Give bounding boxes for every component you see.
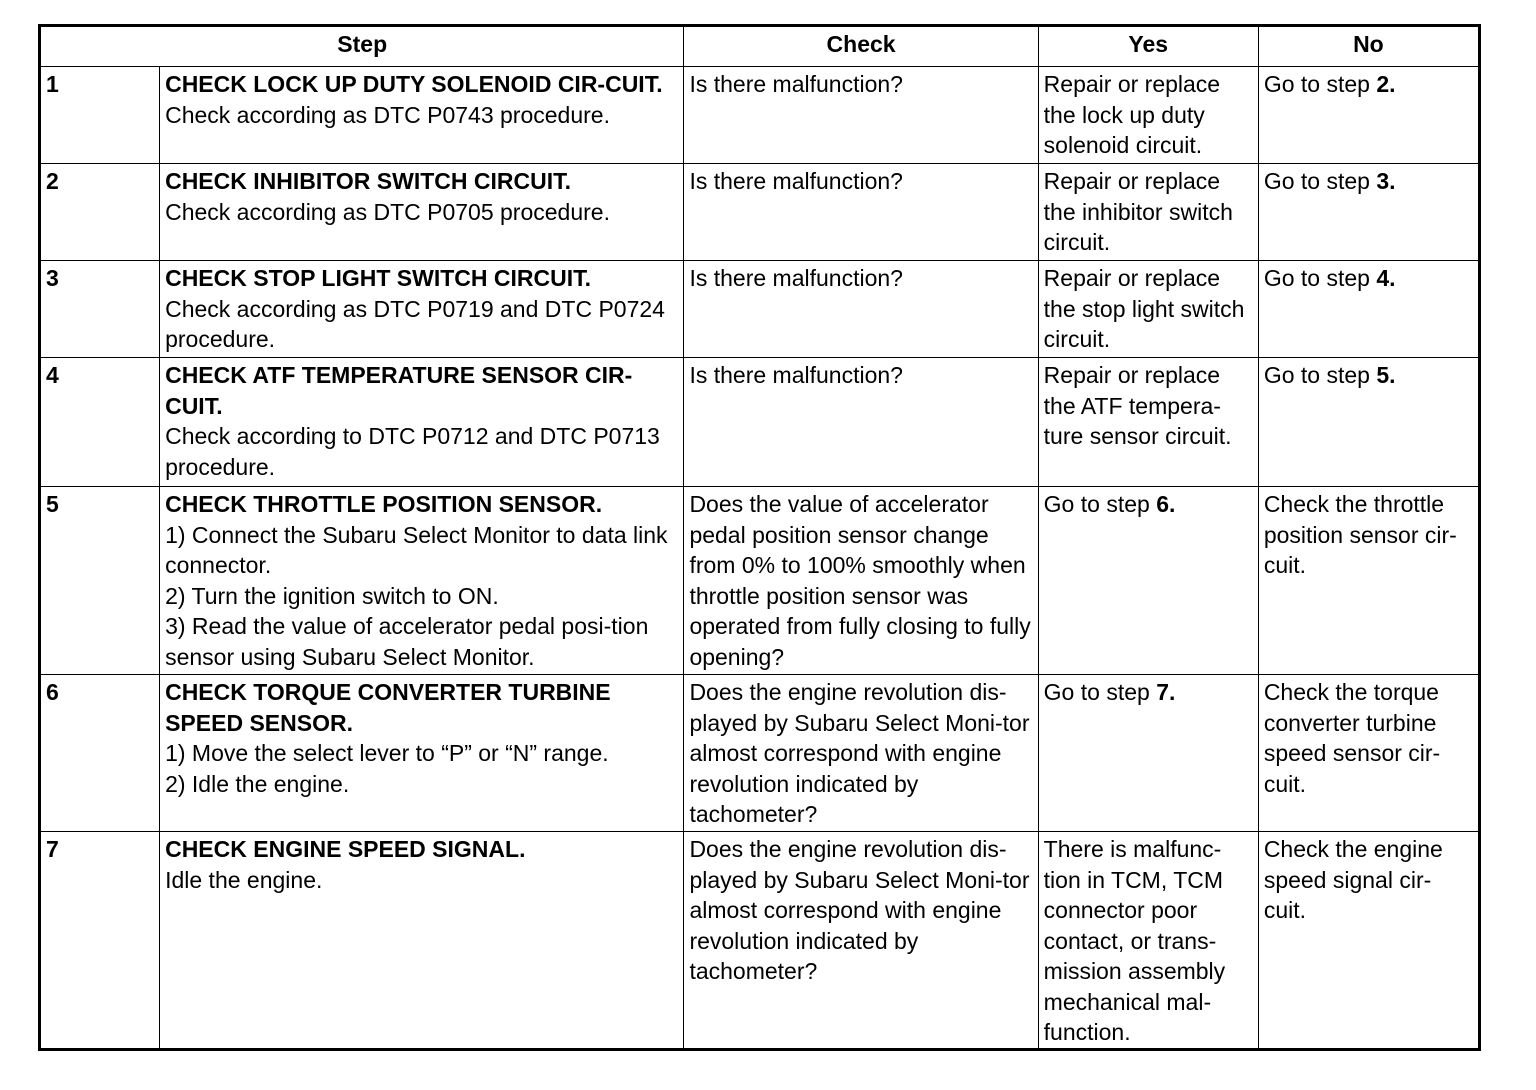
table-row — [40, 675, 1480, 832]
no-cell — [1258, 261, 1479, 358]
step-instruction: Check according as DTC P0705 procedure. — [165, 198, 610, 225]
step-substep: 1) Connect the Subaru Select Monitor to data link connector. — [165, 521, 668, 578]
no-step-ref: 3. — [1376, 168, 1396, 194]
no-text: Go to step — [1263, 71, 1370, 97]
no-step-ref: 4. — [1376, 265, 1396, 291]
step-instruction: Check according as DTC P0743 procedure. — [165, 101, 610, 128]
yes-cell: There is malfunc-tion in TCM, TCM connector poor contact, or trans-mission assembly mechanical mal-function. — [1038, 832, 1258, 1050]
yes-step-ref: 7. — [1156, 679, 1176, 705]
check-cell: Is there malfunction? — [684, 358, 1038, 487]
step-substep: 3) Read the value of accelerator pedal posi-tion sensor using Subaru Select Monitor. — [165, 613, 649, 670]
yes-cell — [1038, 675, 1258, 832]
yes-cell: Repair or replace the lock up duty solenoid circuit. — [1038, 67, 1258, 164]
yes-text: Go to step — [1043, 491, 1150, 517]
header-step: Step — [40, 26, 684, 67]
step-title: CHECK THROTTLE POSITION SENSOR. — [165, 491, 603, 517]
yes-cell: Repair or replace the ATF tempera-ture sensor circuit. — [1038, 358, 1258, 487]
no-cell — [1258, 164, 1479, 261]
step-title: CHECK INHIBITOR SWITCH CIRCUIT. — [165, 168, 571, 194]
step-cell — [160, 675, 684, 832]
table-row — [40, 487, 1480, 675]
step-title: CHECK ENGINE SPEED SIGNAL. — [165, 836, 526, 862]
table-row — [40, 164, 1480, 261]
step-number: 2 — [40, 164, 160, 261]
no-step-ref: 5. — [1376, 362, 1396, 388]
step-cell — [160, 487, 684, 675]
diagnostic-table — [38, 24, 1481, 1051]
table-row — [40, 358, 1480, 487]
step-title: CHECK LOCK UP DUTY SOLENOID CIR-CUIT. — [165, 71, 663, 97]
step-title: CHECK STOP LIGHT SWITCH CIRCUIT. — [165, 265, 592, 291]
no-cell: Check the engine speed signal cir-cuit. — [1258, 832, 1479, 1050]
header-check: Check — [684, 26, 1038, 67]
step-instruction: Idle the engine. — [165, 866, 323, 893]
step-cell — [160, 164, 684, 261]
yes-cell: Repair or replace the stop light switch circuit. — [1038, 261, 1258, 358]
step-number: 5 — [40, 487, 160, 675]
table-row — [40, 67, 1480, 164]
step-substep: 2) Idle the engine. — [165, 770, 350, 797]
step-number: 1 — [40, 67, 160, 164]
no-cell: Check the throttle position sensor cir-cuit. — [1258, 487, 1479, 675]
check-cell: Is there malfunction? — [684, 67, 1038, 164]
step-title: CHECK ATF TEMPERATURE SENSOR CIR-CUIT. — [165, 362, 633, 419]
no-step-ref: 2. — [1376, 71, 1396, 97]
step-cell — [160, 67, 684, 164]
step-number: 4 — [40, 358, 160, 487]
no-cell — [1258, 67, 1479, 164]
header-row — [40, 26, 1480, 67]
check-cell: Does the value of accelerator pedal position sensor change from 0% to 100% smoothly when throttle position sensor was operated from fully closing to fully opening? — [684, 487, 1038, 675]
step-substep: 2) Turn the ignition switch to ON. — [165, 582, 499, 609]
no-cell: Check the torque converter turbine speed sensor cir-cuit. — [1258, 675, 1479, 832]
step-cell — [160, 261, 684, 358]
no-text: Go to step — [1263, 362, 1370, 388]
table-row — [40, 832, 1480, 1050]
step-instruction: Check according to DTC P0712 and DTC P0713 procedure. — [165, 423, 660, 480]
header-yes: Yes — [1038, 26, 1258, 67]
no-text: Go to step — [1263, 265, 1370, 291]
check-cell: Is there malfunction? — [684, 164, 1038, 261]
header-no: No — [1258, 26, 1479, 67]
step-number: 6 — [40, 675, 160, 832]
check-cell: Does the engine revolution dis-played by Subaru Select Moni-tor almost correspond with engine revolution indicated by tachometer? — [684, 675, 1038, 832]
step-substep: 1) Move the select lever to “P” or “N” range. — [165, 740, 609, 766]
yes-cell: Repair or replace the inhibitor switch circuit. — [1038, 164, 1258, 261]
check-cell: Does the engine revolution dis-played by Subaru Select Moni-tor almost correspond with engine revolution indicated by tachometer? — [684, 832, 1038, 1050]
no-text: Go to step — [1263, 168, 1370, 194]
no-cell — [1258, 358, 1479, 487]
yes-cell — [1038, 487, 1258, 675]
step-number: 3 — [40, 261, 160, 358]
yes-step-ref: 6. — [1156, 491, 1176, 517]
yes-text: Go to step — [1043, 679, 1150, 705]
check-cell: Is there malfunction? — [684, 261, 1038, 358]
step-cell — [160, 358, 684, 487]
step-number: 7 — [40, 832, 160, 1050]
step-title: CHECK TORQUE CONVERTER TURBINE SPEED SENSOR. — [165, 679, 611, 736]
step-instruction: Check according as DTC P0719 and DTC P0724 procedure. — [165, 295, 665, 352]
step-cell — [160, 832, 684, 1050]
table-row — [40, 261, 1480, 358]
